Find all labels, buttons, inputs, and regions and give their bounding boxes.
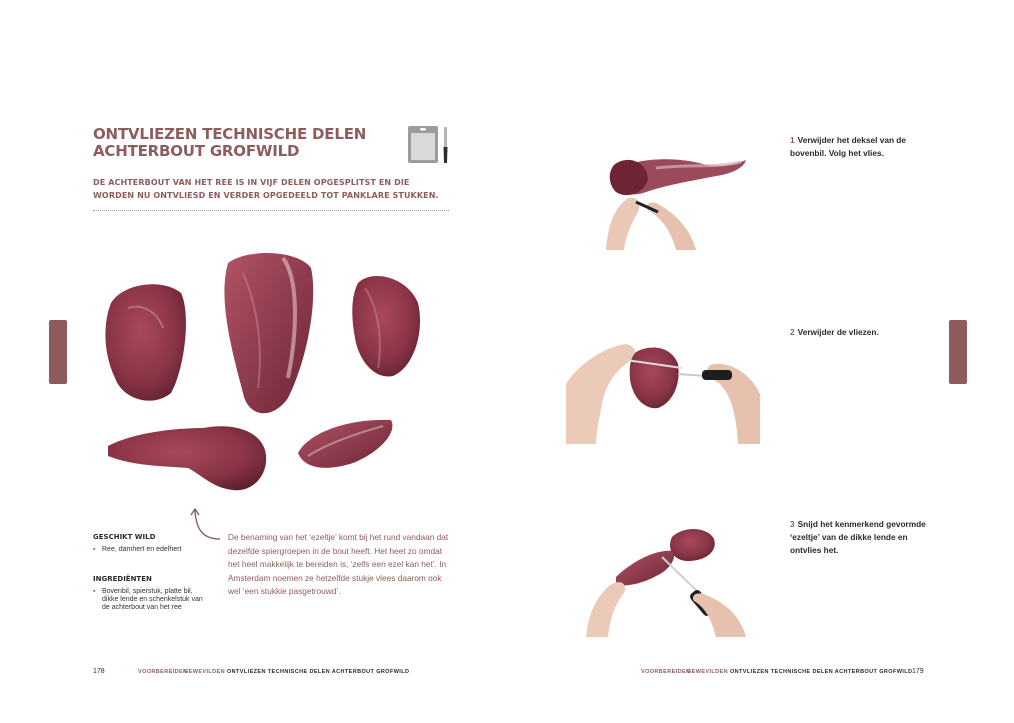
footer-section-left: VOORBEREIDEN	[138, 669, 188, 675]
step-1-number: 1	[790, 135, 795, 145]
cutting-board-knife-icon	[406, 125, 450, 165]
step-3-number: 3	[790, 519, 795, 529]
ingredienten-heading: INGREDIËNTEN	[93, 575, 152, 583]
meat-cuts-photo	[93, 228, 449, 498]
step-1-photo	[566, 130, 760, 250]
list-item: ▪ Bovenbil, spierstuk, platte bil, dikke lende en schenkelstuk van de achterbout van het ree	[93, 588, 207, 612]
step-2-photo	[566, 324, 760, 444]
right-thumb-tab	[949, 320, 967, 384]
page-number-right: 179	[912, 668, 924, 675]
dotted-divider	[93, 210, 449, 211]
ezeltje-caption: De benaming van het ‘ezeltje’ komt bij het rund vandaan dat dezelfde spiergroepen in de bout heeft. Het heet zo omdat het heel makkelijk te bereiden is, ‘zelfs een ezel kan het’. In Amsterdam noemen ze hetzelfde stukje vlees daarom ook wel ‘een stukkie pasgetrouwd’.	[228, 532, 449, 596]
geschikt-wild-heading: GESCHIKT WILD	[93, 533, 156, 541]
curved-arrow-icon	[186, 505, 226, 545]
step-1-label: Verwijder het deksel van de bovenbil. Volg het vlies.	[790, 135, 906, 158]
step-3-photo	[566, 517, 760, 637]
page-title: ONTVLIEZEN TECHNISCHE DELEN ACHTERBOUT GROFWILD	[93, 125, 367, 160]
step-3-label: Snijd het kenmerkend gevormde ‘ezeltje’ van de dikke lende en ontvlies het.	[790, 519, 926, 555]
intro-text: DE ACHTERBOUT VAN HET REE IS IN VIJF DELEN OPGESPLITST EN DIE WORDEN NU ONTVLIESD EN VERDER OPGEDEELD TOT PANKLARE STUKKEN.	[93, 178, 439, 200]
footer-subsection-right: GEWEVILDEN	[687, 669, 728, 675]
footer-topic-left: ONTVLIEZEN TECHNISCHE DELEN ACHTERBOUT GROFWILD	[227, 669, 410, 675]
step-1-text	[790, 134, 930, 160]
list-item: ▪ Ree, damhert en edelhert	[93, 546, 213, 554]
step-2-label: Verwijder de vliezen.	[797, 327, 879, 337]
left-thumb-tab	[49, 320, 67, 384]
footer-topic-right: ONTVLIEZEN TECHNISCHE DELEN ACHTERBOUT GROFWILD	[730, 669, 913, 675]
footer-section-right: VOORBEREIDEN	[641, 669, 691, 675]
step-2-number: 2	[790, 327, 795, 337]
step-2-text	[790, 326, 930, 339]
geschikt-wild-list	[93, 546, 213, 554]
footer-subsection-left: GEWEVILDEN	[184, 669, 225, 675]
ingredienten-list	[93, 588, 207, 612]
page-number-left: 178	[93, 668, 105, 675]
step-3-text	[790, 518, 930, 557]
